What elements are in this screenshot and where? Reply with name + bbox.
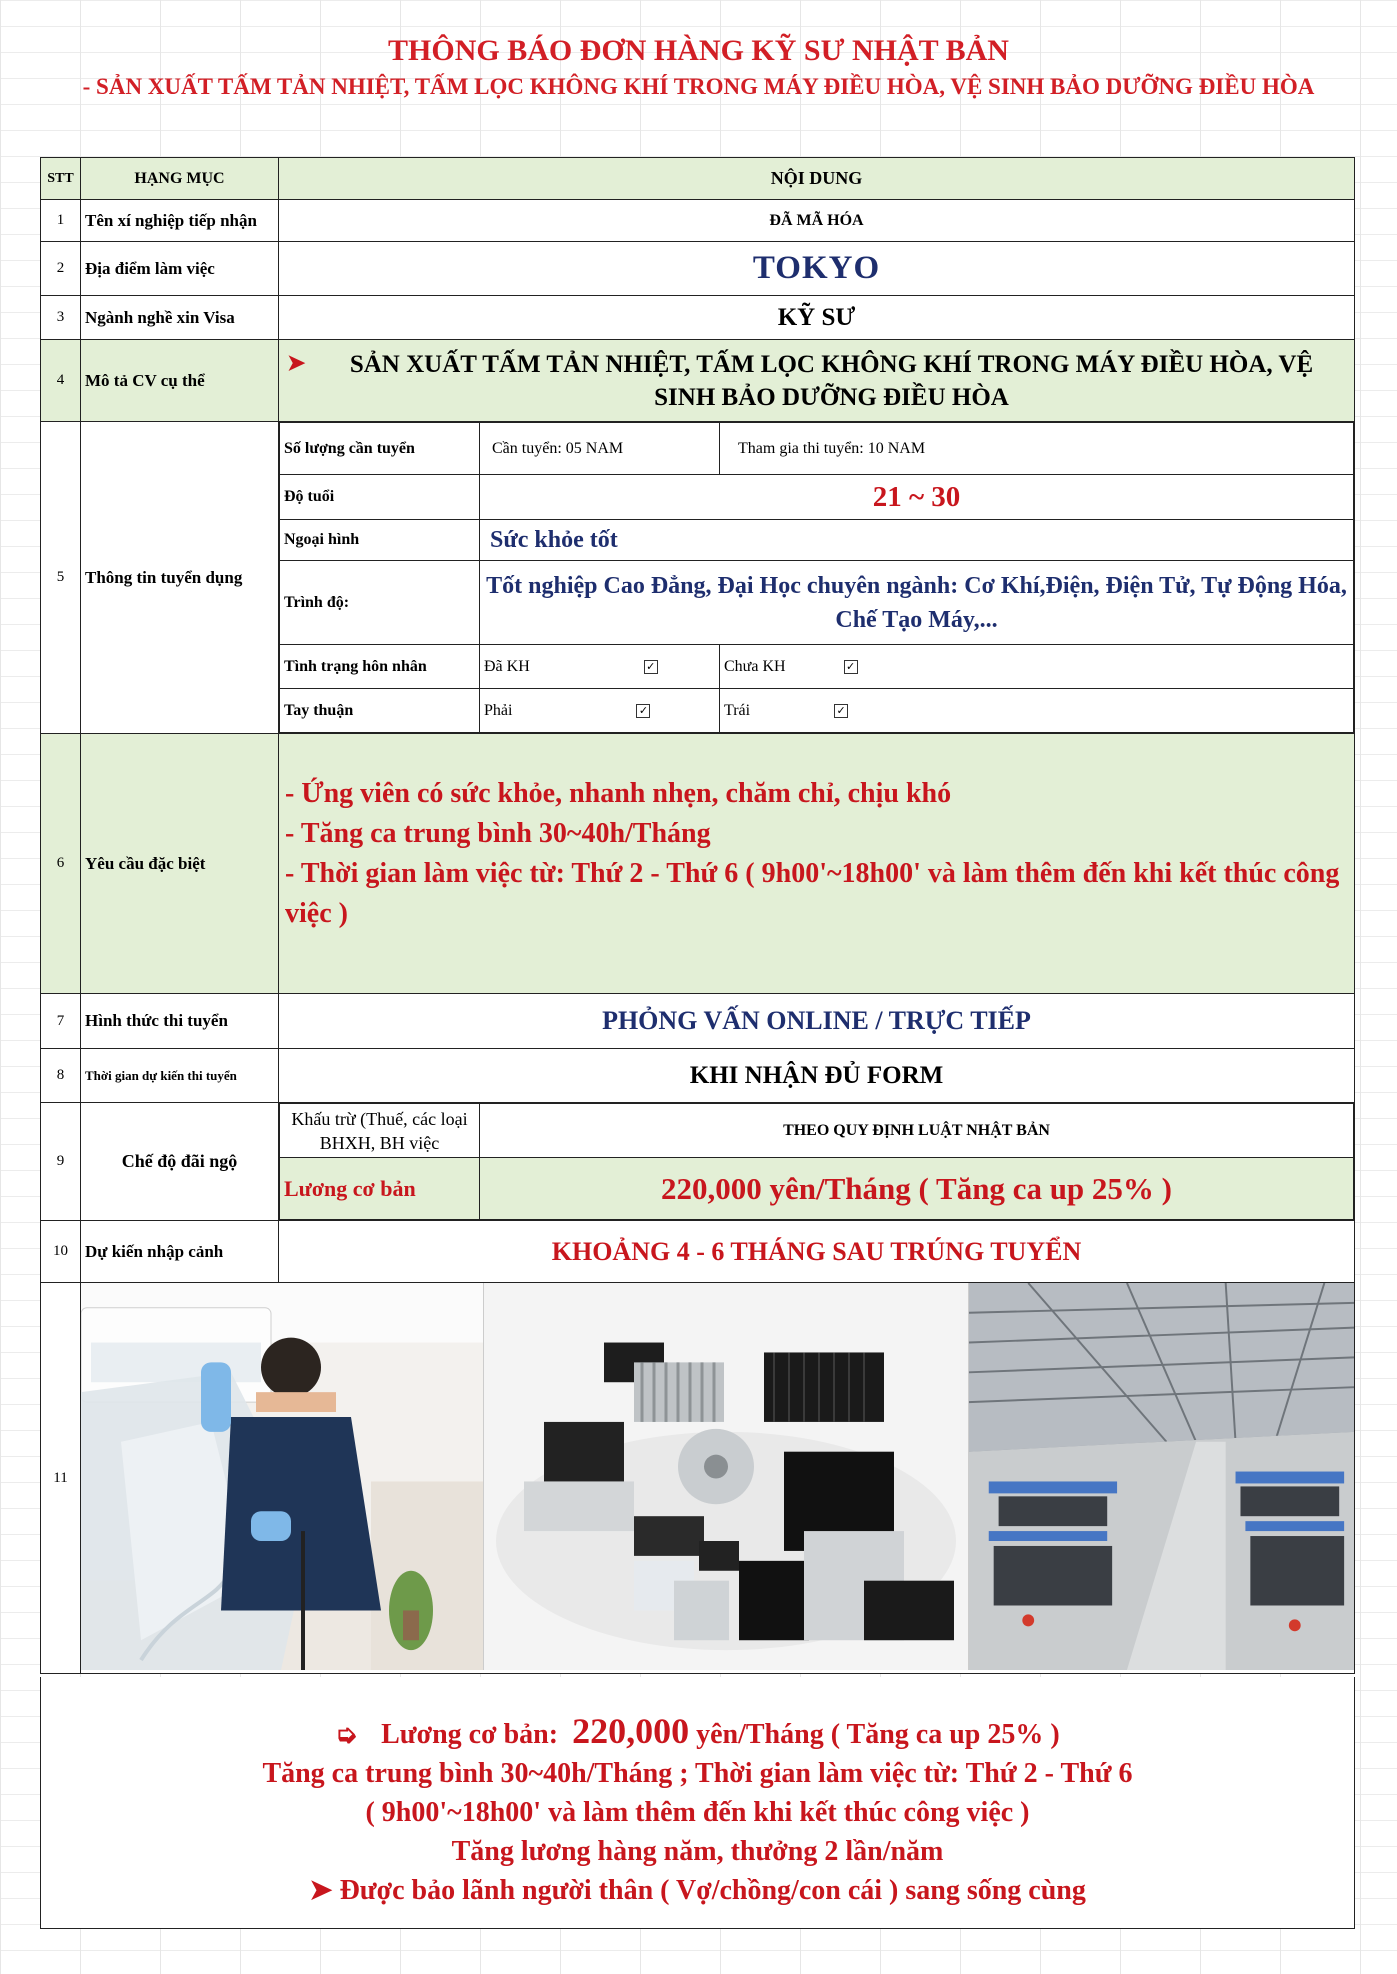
marital-single <box>720 645 1354 689</box>
photo-heat-sinks <box>483 1283 968 1670</box>
row-label: Tên xí nghiệp tiếp nhận <box>81 200 279 242</box>
row-label: Chế độ đãi ngộ <box>81 1103 279 1221</box>
education-label: Trình độ: <box>280 561 480 645</box>
table-row <box>41 994 1355 1049</box>
row-number: 10 <box>41 1221 81 1283</box>
row-label: Thời gian dự kiến thi tuyển <box>81 1049 279 1103</box>
row-label: Thông tin tuyển dụng <box>81 422 279 734</box>
row-number: 7 <box>41 994 81 1049</box>
table-row <box>41 734 1355 994</box>
special-line-3: - Thời gian làm việc từ: Thứ 2 - Thứ 6 ( 9h00'~18h00' và làm thêm đến khi kết thúc công việc ) <box>285 857 1340 929</box>
job-table <box>40 157 1355 1674</box>
header-stt: STT <box>41 158 81 200</box>
recruitment-info-table <box>279 422 1354 733</box>
row-number: 2 <box>41 242 81 296</box>
deduction-value: THEO QUY ĐỊNH LUẬT NHẬT BẢN <box>480 1104 1354 1158</box>
table-row <box>41 1221 1355 1283</box>
footer-salary-suffix: yên/Tháng ( Tăng ca up 25% ) <box>696 1719 1060 1750</box>
table-row <box>41 296 1355 340</box>
table-row <box>41 1283 1355 1674</box>
footer-summary <box>40 1677 1355 1929</box>
footer-salary-prefix: Lương cơ bản: <box>381 1719 559 1750</box>
hand-left <box>720 689 1354 733</box>
married-label: Đã KH <box>484 657 530 675</box>
age-value: 21 ~ 30 <box>480 475 1354 520</box>
right-hand-checkbox[interactable]: ✓ <box>636 704 650 718</box>
row-number: 3 <box>41 296 81 340</box>
row-number: 5 <box>41 422 81 734</box>
hand-right <box>480 689 720 733</box>
education-value: Tốt nghiệp Cao Đẳng, Đại Học chuyên ngành: Cơ Khí,Điện, Điện Tử, Tự Động Hóa, Chế Tạo Máy,... <box>480 561 1354 645</box>
table-row <box>41 200 1355 242</box>
marital-married <box>480 645 720 689</box>
company-name: ĐÃ MÃ HÓA <box>279 200 1355 242</box>
row-number: 6 <box>41 734 81 994</box>
salary-label: Lương cơ bản <box>280 1158 480 1220</box>
photo-cell <box>81 1283 1355 1674</box>
table-row <box>41 340 1355 422</box>
row-number: 8 <box>41 1049 81 1103</box>
row-number: 9 <box>41 1103 81 1221</box>
qty-label: Số lượng cần tuyển <box>280 423 480 475</box>
header-category: HẠNG MỤC <box>81 158 279 200</box>
row-label: Mô tả CV cụ thể <box>81 340 279 422</box>
footer-salary-amount: 220,000 <box>572 1711 690 1751</box>
left-hand-checkbox[interactable]: ✓ <box>834 704 848 718</box>
row-label: Yêu cầu đặc biệt <box>81 734 279 994</box>
deduction-label: Khấu trừ (Thuế, các loại BHXH, BH việc <box>280 1104 480 1158</box>
qty-exam: Tham gia thi tuyển: 10 NAM <box>720 423 1354 475</box>
table-row <box>41 242 1355 296</box>
entry-time: KHOẢNG 4 - 6 THÁNG SAU TRÚNG TUYỂN <box>279 1221 1355 1283</box>
benefits-cell <box>279 1103 1355 1221</box>
special-line-2: - Tăng ca trung bình 30~40h/Tháng <box>285 817 711 849</box>
special-requirements <box>279 734 1355 994</box>
appearance-value: Sức khỏe tốt <box>480 520 1354 561</box>
exam-time: KHI NHẬN ĐỦ FORM <box>279 1049 1355 1103</box>
bullet-arrow-icon: ➤ <box>287 350 306 375</box>
row-label: Địa điểm làm việc <box>81 242 279 296</box>
qty-need: Cần tuyển: 05 NAM <box>480 423 720 475</box>
work-location: TOKYO <box>279 242 1355 296</box>
page-subtitle: - SẢN XUẤT TẤM TẢN NHIỆT, TẤM LỌC KHÔNG KHÍ TRONG MÁY ĐIỀU HÒA, VỆ SINH BẢO DƯỠNG ĐIỀU HÒA <box>82 74 1315 99</box>
table-header-row <box>41 158 1355 200</box>
right-arrow-icon: ➭ <box>335 1720 358 1749</box>
right-hand-label: Phải <box>484 701 513 719</box>
left-hand-label: Trái <box>724 701 751 719</box>
job-description: SẢN XUẤT TẤM TẢN NHIỆT, TẤM LỌC KHÔNG KHÍ TRONG MÁY ĐIỀU HÒA, VỆ SINH BẢO DƯỠNG ĐIỀU HÒA <box>349 350 1314 411</box>
single-label: Chưa KH <box>724 657 786 675</box>
row-label: Ngành nghề xin Visa <box>81 296 279 340</box>
row-label: Dự kiến nhập cảnh <box>81 1221 279 1283</box>
table-row <box>41 1103 1355 1221</box>
married-checkbox[interactable]: ✓ <box>644 660 658 674</box>
footer-overtime-line: Tăng ca trung bình 30~40h/Tháng ; Thời gian làm việc từ: Thứ 2 - Thứ 6 <box>262 1758 1133 1789</box>
marital-label: Tình trạng hôn nhân <box>280 645 480 689</box>
single-checkbox[interactable]: ✓ <box>844 660 858 674</box>
job-description-cell <box>279 340 1355 422</box>
visa-category: KỸ SƯ <box>279 296 1355 340</box>
appearance-label: Ngoại hình <box>280 520 480 561</box>
recruitment-info-cell <box>279 422 1355 734</box>
footer-hours-line: ( 9h00'~18h00' và làm thêm đến khi kết thúc công việc ) <box>365 1797 1030 1828</box>
footer-family-line: ➤ Được bảo lãnh người thân ( Vợ/chồng/con cái ) sang sống cùng <box>309 1875 1086 1906</box>
hand-label: Tay thuận <box>280 689 480 733</box>
age-label: Độ tuổi <box>280 475 480 520</box>
row-number: 1 <box>41 200 81 242</box>
header-content: NỘI DUNG <box>279 158 1355 200</box>
benefits-table <box>279 1103 1354 1220</box>
table-row <box>41 422 1355 734</box>
footer-raise-line: Tăng lương hàng năm, thưởng 2 lần/năm <box>451 1836 944 1867</box>
table-row <box>41 1049 1355 1103</box>
footer-salary-line <box>41 1712 1354 1754</box>
page-title: THÔNG BÁO ĐƠN HÀNG KỸ SƯ NHẬT BẢN <box>388 34 1009 67</box>
photo-ac-cleaning <box>81 1283 483 1670</box>
row-number: 4 <box>41 340 81 422</box>
photo-factory <box>968 1283 1354 1670</box>
row-label: Hình thức thi tuyển <box>81 994 279 1049</box>
salary-value: 220,000 yên/Tháng ( Tăng ca up 25% ) <box>480 1158 1354 1220</box>
row-number: 11 <box>41 1283 81 1674</box>
exam-format: PHỎNG VẤN ONLINE / TRỰC TIẾP <box>279 994 1355 1049</box>
special-line-1: - Ứng viên có sức khỏe, nhanh nhẹn, chăm chỉ, chịu khó <box>285 777 952 809</box>
